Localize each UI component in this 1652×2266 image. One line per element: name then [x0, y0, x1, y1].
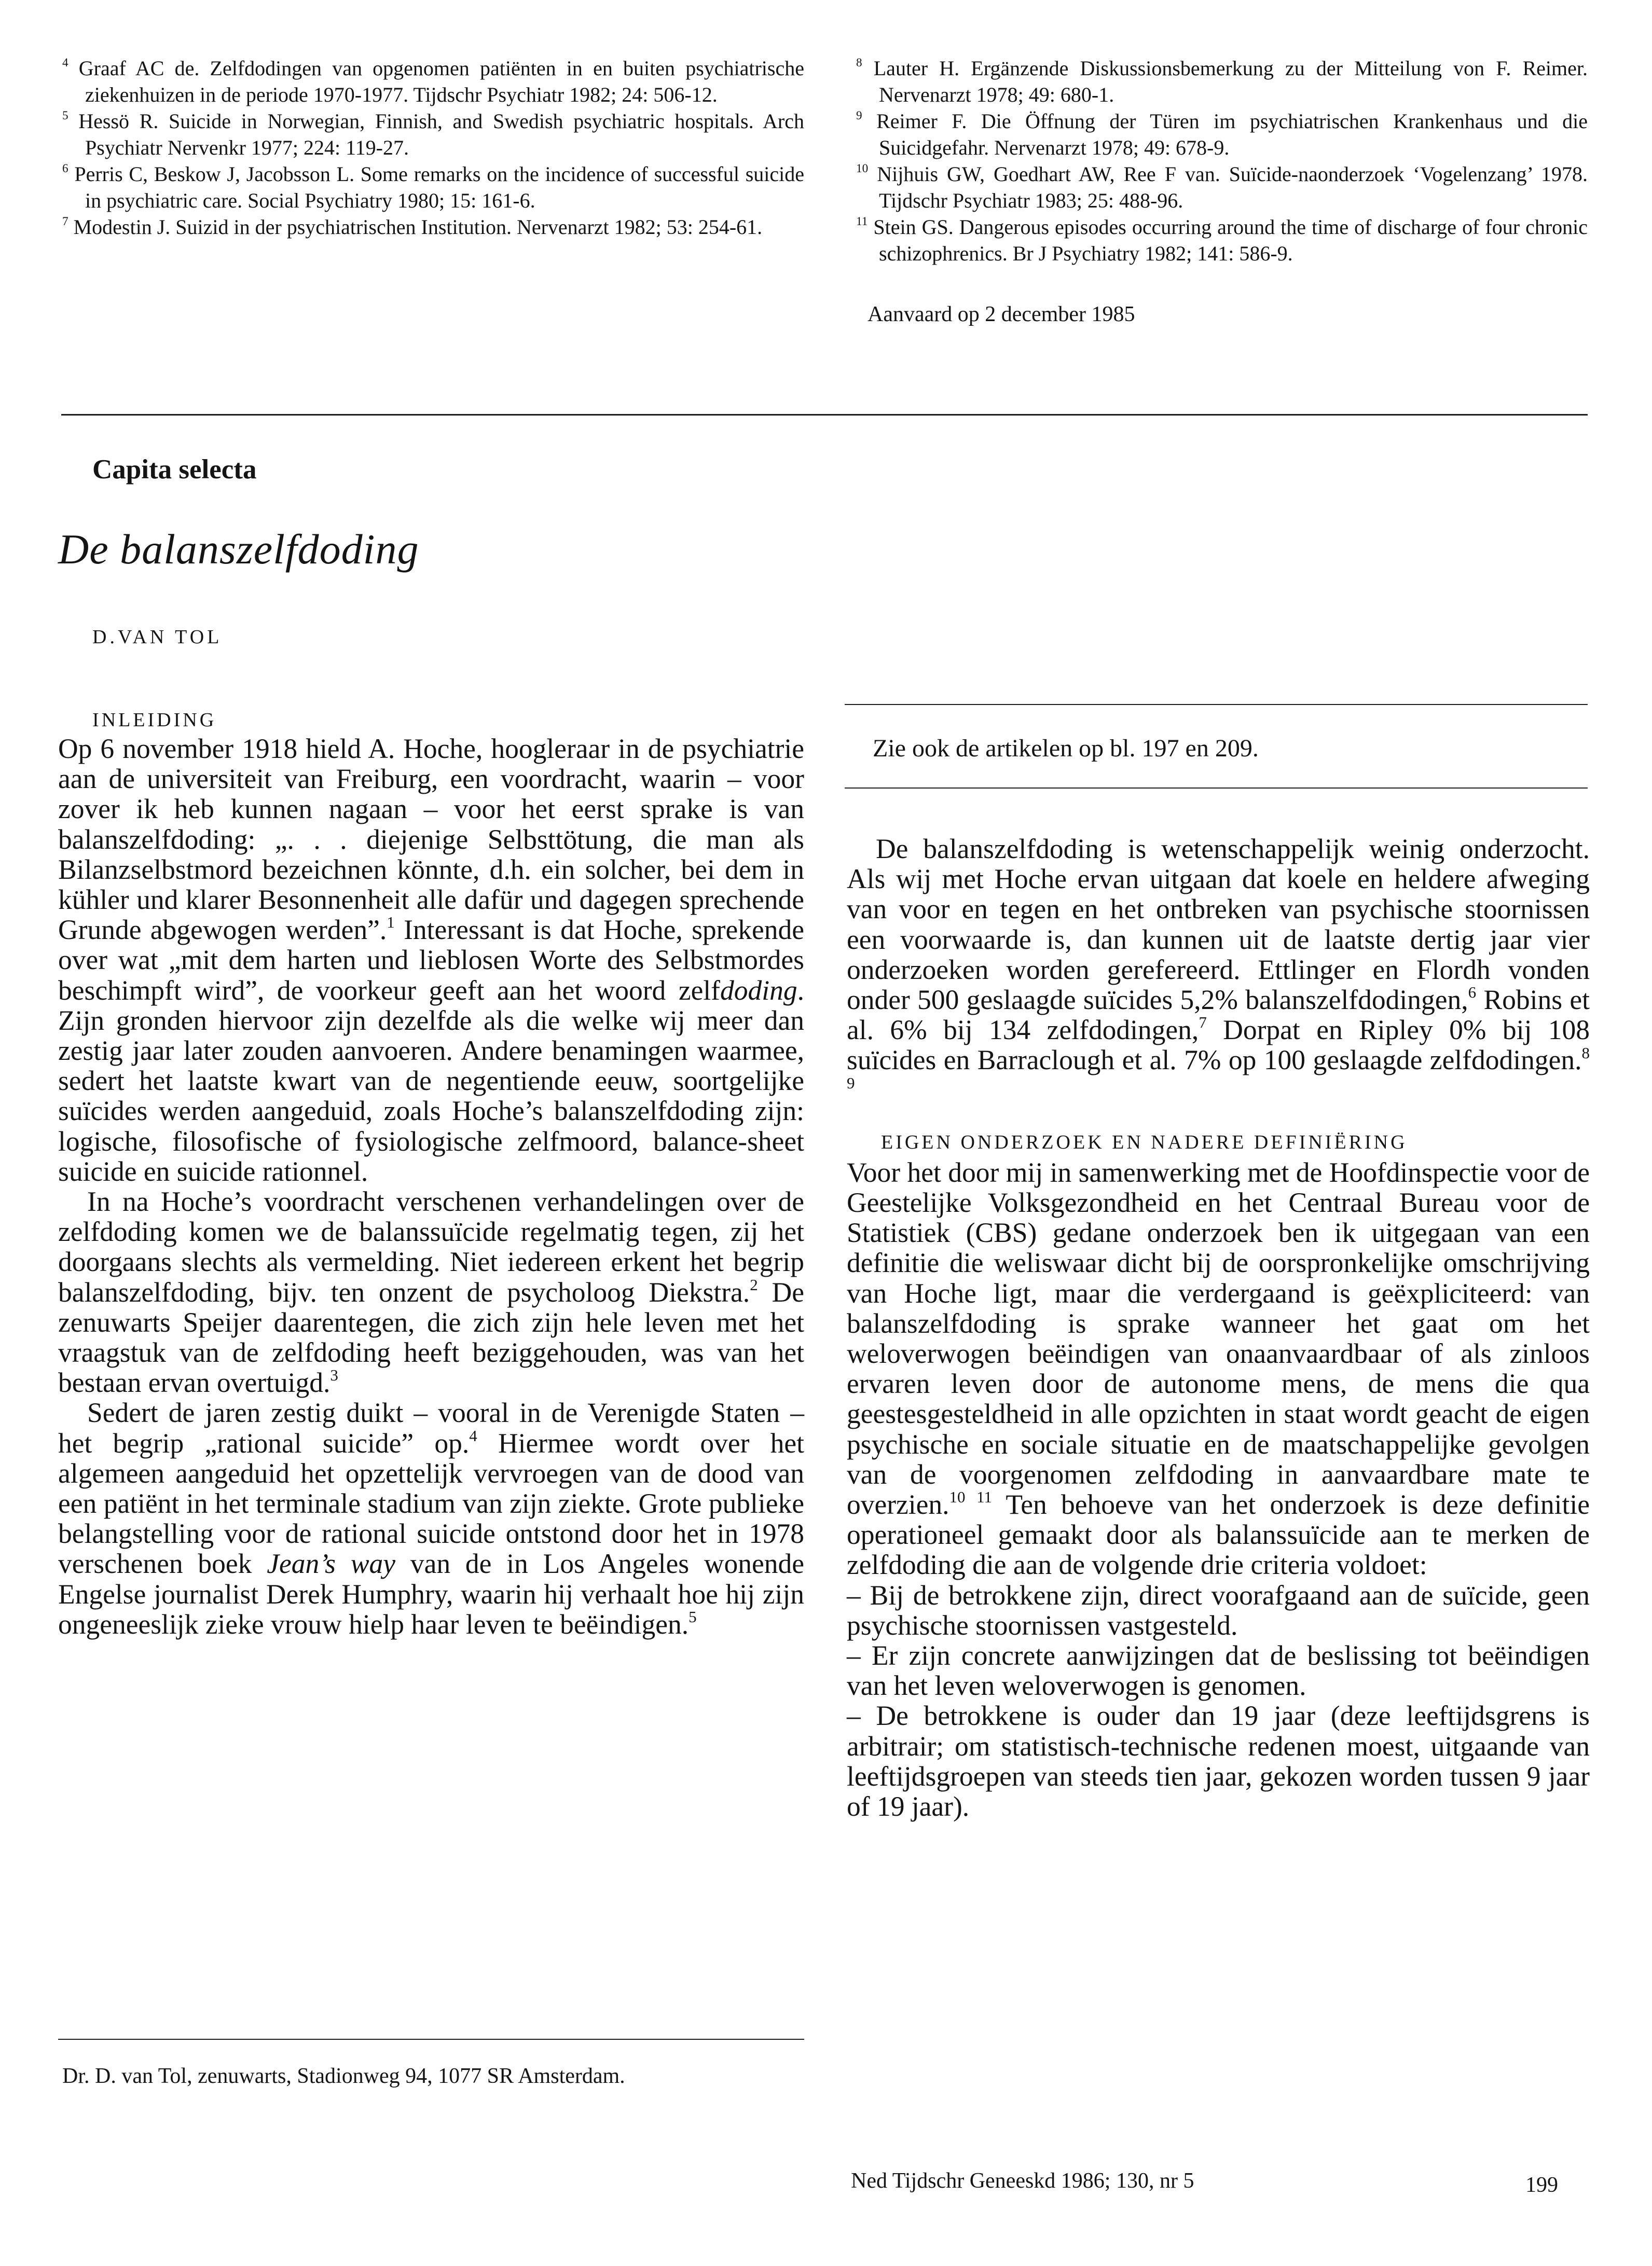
- reference-9: $^9$ Reimer F. Die Öffnung der Türen im psychiatrischen Krankenhaus und die Suicidgefahr. Nervenarzt 1978; 49: 678-9.: [856, 109, 1588, 159]
- criterion-1: – Bij de betrokkene zijn, direct voorafgaand aan de suïcide, geen psychische stoornissen vastgesteld.: [847, 1579, 1590, 1641]
- right-column: [847, 834, 1590, 1821]
- footnote-rule: [58, 2039, 804, 2040]
- reference-4: $^4$ Graaf AC de. Zelfdodingen van opgenomen patiënten in en buiten psychiatrische ziekenhuizen in de periode 1970-1977. Tijdschr Psychiatr 1982; 24: 506-12.: [62, 56, 804, 106]
- references-left: [62, 55, 804, 240]
- section-divider: [61, 414, 1588, 416]
- heading-eigen-onderzoek: EIGEN ONDERZOEK EN NADERE DEFINIËRING: [881, 1131, 1408, 1153]
- paragraph: Sedert de jaren zestig duikt – vooral in de Verenigde Staten – het begrip „rational suicide” op.$^4$ Hiermee wordt over het algemeen aangeduid het opzettelijk vervroegen van de dood van een patiënt in het terminale stadium van zijn ziekte. Grote publieke belangstelling voor de rational suicide ontstond door het in 1978 verschenen boek Jean’s way van de in Los Angeles wonende Engelse journalist Derek Humphry, waarin hij verhaalt hoe hij zijn ongeneeslijk zieke vrouw hielp haar leven te beëindigen.$^5$: [58, 1397, 805, 1640]
- reference-5: $^5$ Hessö R. Suicide in Norwegian, Finnish, and Swedish psychiatric hospitals. Arch Psychiatr Nervenkr 1977; 224: 119-27.: [62, 109, 805, 159]
- criterion-2: – Er zijn concrete aanwijzingen dat de beslissing tot beëindigen van het leven weloverwogen is genomen.: [847, 1640, 1590, 1702]
- paragraph: De balanszelfdoding is wetenschappelijk weinig onderzocht. Als wij met Hoche ervan uitgaan dat koele en heldere afweging van voor en tegen en het ontbreken van psychische stoornissen een voorwaarde is, dan kunnen uit de laatste dertig jaar vier onderzoeken worden gerefereerd. Ettlinger en Flordh vonden onder 500 geslaagde suïcides 5,2% balanszelfdodingen,$^6$ Robins et al. 6% bij 134 zelfdodingen,$^7$ Dorpat en Ripley 0% bij 108 suïcides en Barraclough et al. 7% op 100 geslaagde zelfdodingen.$^{8 9}$: [847, 833, 1590, 1092]
- left-column: [58, 707, 804, 1639]
- journal-citation: Ned Tijdschr Geneeskd 1986; 130, nr 5: [851, 2169, 1194, 2193]
- paragraph: Voor het door mij in samenwerking met de Hoofdinspectie voor de Geestelijke Volksgezondheid en het Centraal Bureau voor de Statistiek (CBS) gedane onderzoek ben ik uitgegaan van een definitie die weliswaar dicht bij de oorspronkelijke omschrijving van Hoche ligt, maar die verdergaand is geëxpliciteerd: van balanszelfdoding is sprake wanneer het gaat om het weloverwogen beëindigen van onaanvaardbaar of als zinloos ervaren leven door de autonome mens, de mens die qua geestesgesteldheid in alle opzichten in staat wordt geacht de eigen psychische en sociale situatie en de maatschappelijke gevolgen van de voorgenomen zelfdoding in aanvaardbare mate te overzien.$^{10 11}$ Ten behoeve van het onderzoek is deze definitie operationeel gemaakt door als balanssuïcide aan te merken de zelfdoding die aan de volgende drie criteria voldoet:: [847, 1156, 1590, 1581]
- article-author: D.VAN TOL: [92, 626, 223, 648]
- heading-inleiding: INLEIDING: [92, 709, 217, 731]
- reference-6: $^6$ Perris C, Beskow J, Jacobsson L. Some remarks on the incidence of successful suicide in psychiatric care. Social Psychiatry 1980; 15: 161-6.: [62, 162, 804, 212]
- see-also-note: Zie ook de artikelen op bl. 197 en 209.: [873, 735, 1259, 762]
- criterion-3: – De betrokkene is ouder dan 19 jaar (deze leeftijdsgrens is arbitrair; om statistisch-technische redenen moest, uitgaande van leeftijdsgroepen van steeds tien jaar, gekozen worden tussen 9 jaar of 19 jaar).: [847, 1700, 1590, 1822]
- section-label: Capita selecta: [92, 454, 257, 485]
- reference-7: $^7$ Modestin J. Suizid in der psychiatrischen Institution. Nervenarzt 1982; 53: 254-61.: [62, 215, 763, 239]
- reference-11: $^{11}$ Stein GS. Dangerous episodes occurring around the time of discharge of four chronic schizophrenics. Br J Psychiatry 1982; 141: 586-9.: [856, 215, 1588, 265]
- reference-10: $^{10}$ Nijhuis GW, Goedhart AW, Ree F van. Suïcide-naonderzoek ‘Vogelenzang’ 1978. Tijdschr Psychiatr 1983; 25: 488-96.: [856, 162, 1588, 212]
- paragraph: Op 6 november 1918 hield A. Hoche, hoogleraar in de psychiatrie aan de universiteit van Freiburg, een voordracht, waarin – voor zover ik heb kunnen nagaan – voor het eerst sprake is van balanszelfdoding: „. . . diejenige Selbsttötung, die man als Bilanzselbstmord bezeichnen könnte, d.h. ein solcher, bei dem in kühler und klarer Besonnenheit alle dafür und dagegen sprechende Grunde abgewogen werden”.$^1$ Interessant is dat Hoche, sprekende over wat „mit dem harten und lieblosen Worte des Selbstmordes beschimpft wird”, de voorkeur geeft aan het woord zelfdoding. Zijn gronden hiervoor zijn dezelfde als die welke wij meer dan zestig jaar later zouden aanvoeren. Andere benamingen waarmee, sedert het laatste kwart van de negentiende eeuw, soortgelijke suïcides werden aangeduid, zoals Hoche’s balanszelfdoding zijn: logische, filosofische of fysiologische zelfmoord, balance-sheet suicide en suicide rationnel.: [58, 733, 804, 1187]
- reference-8: $^8$ Lauter H. Ergänzende Diskussionsbemerkung zu der Mitteilung von F. Reimer. Nervenarzt 1978; 49: 680-1.: [856, 56, 1588, 106]
- see-also-bottom-rule: [845, 787, 1588, 789]
- page-number: 199: [1525, 2173, 1558, 2197]
- accepted-date: Aanvaard op 2 december 1985: [868, 302, 1135, 326]
- see-also-top-rule: [845, 704, 1588, 705]
- author-address: Dr. D. van Tol, zenuwarts, Stadionweg 94, 1077 SR Amsterdam.: [62, 2064, 625, 2088]
- references-right: [856, 55, 1588, 267]
- paragraph: In na Hoche’s voordracht verschenen verhandelingen over de zelfdoding komen we de balanssuïcide regelmatig tegen, zij het doorgaans slechts als vermelding. Niet iedereen erkent het begrip balanszelfdoding, bijv. ten onzent de psycholoog Diekstra.$^2$ De zenuwarts Speijer daarentegen, die zich zijn hele leven met het vraagstuk van de zelfdoding heeft beziggehouden, was van het bestaan ervan overtuigd.$^3$: [58, 1186, 804, 1399]
- article-title: De balanszelfdoding: [58, 526, 419, 573]
